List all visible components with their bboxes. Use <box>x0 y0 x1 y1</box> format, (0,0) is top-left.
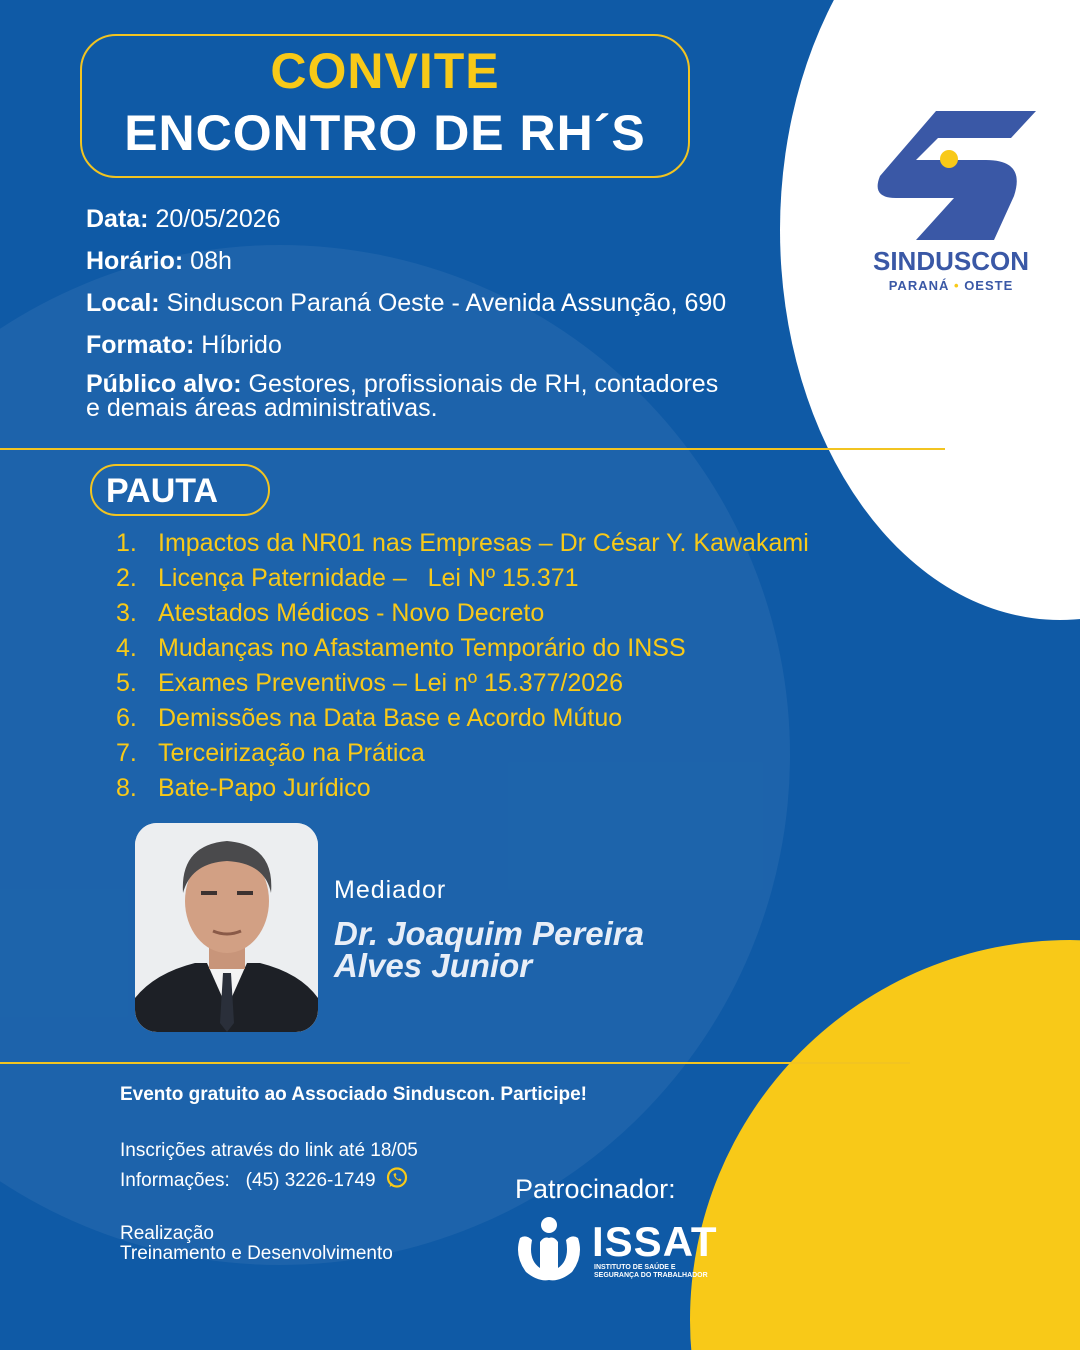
yellow-wave-shape <box>690 940 1080 1350</box>
mediator-role: Mediador <box>334 876 447 904</box>
title-event: ENCONTRO DE RH´S <box>124 105 646 161</box>
event-details <box>86 202 786 420</box>
divider-bottom <box>0 1062 910 1064</box>
agenda-title: PAUTA <box>90 464 270 516</box>
agenda-item: 4. Mudanças no Afastamento Temporário do INSS <box>116 634 686 662</box>
realization-text: Realização Treinamento e Desenvolvimento <box>120 1223 393 1264</box>
audience-row: Público alvo: Gestores, profissionais de RH, contadores e demais áreas administrativas. <box>86 370 719 422</box>
time-row: Horário: 08h <box>86 247 232 275</box>
issat-logo <box>514 1216 718 1287</box>
agenda-item: 6. Demissões na Data Base e Acordo Mútuo <box>116 704 623 732</box>
mediator-photo <box>135 823 318 1032</box>
sinduscon-logo <box>866 108 1036 298</box>
agenda-item: 8. Bate-Papo Jurídico <box>116 774 371 802</box>
mediator-name: Dr. Joaquim Pereira Alves Junior <box>334 915 644 984</box>
mediator-portrait-illustration <box>135 823 318 1032</box>
issat-subtitle: INSTITUTO DE SAÚDE E SEGURANÇA DO TRABALHADOR <box>594 1264 708 1279</box>
agenda-item: 3. Atestados Médicos - Novo Decreto <box>116 599 545 627</box>
registration-text: Inscrições através do link até 18/05 <box>120 1140 418 1161</box>
info-line: Informações: (45) 3226-1749 <box>120 1166 409 1196</box>
free-event-text: Evento gratuito ao Associado Sinduscon. Participe! <box>120 1084 587 1105</box>
agenda-item: 7. Terceirização na Prática <box>116 739 425 767</box>
info-phone[interactable]: (45) 3226-1749 <box>245 1170 376 1192</box>
location-row: Local: Sinduscon Paraná Oeste - Avenida Assunção, 690 <box>86 289 727 317</box>
whatsapp-icon[interactable] <box>385 1166 409 1196</box>
issat-logo-icon <box>514 1216 584 1282</box>
format-row: Formato: Híbrido <box>86 331 282 359</box>
agenda-list <box>116 526 896 806</box>
title-invite: CONVITE <box>270 43 500 99</box>
logo-name: SINDUSCON <box>872 246 1029 276</box>
logo-subtitle: PARANÁ • OESTE <box>888 278 1014 293</box>
date-row: Data: 20/05/2026 <box>86 205 281 233</box>
agenda-item: 1. Impactos da NR01 nas Empresas – Dr César Y. Kawakami <box>116 529 809 557</box>
agenda-item: 2. Licença Paternidade – Lei Nº 15.371 <box>116 564 579 592</box>
issat-name: ISSAT <box>592 1218 718 1265</box>
title-box <box>80 34 690 178</box>
sponsor-label: Patrocinador: <box>515 1174 676 1204</box>
divider-top <box>0 448 945 450</box>
sinduscon-logo-icon <box>866 108 1036 243</box>
agenda-item: 5. Exames Preventivos – Lei nº 15.377/2026 <box>116 669 623 697</box>
